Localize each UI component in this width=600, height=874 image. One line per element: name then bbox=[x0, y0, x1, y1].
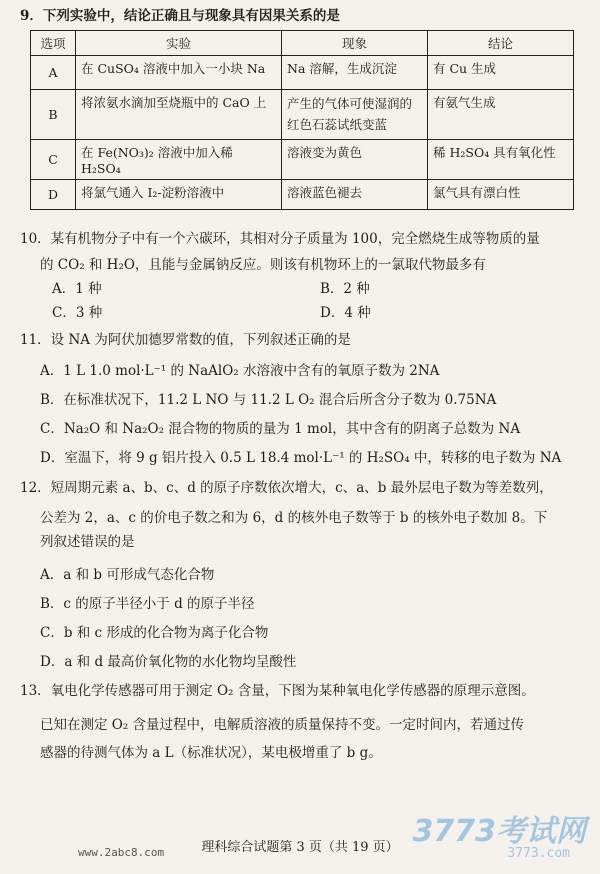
watermark-logo: 3773考试网 bbox=[412, 814, 586, 849]
q12-option-c: C．b 和 c 形成的化合物为离子化合物 bbox=[40, 625, 269, 641]
row-experiment: 在 Fe(NO₃)₂ 溶液中加入稀 H₂SO₄ bbox=[76, 140, 282, 180]
q12-line1: 12．短周期元素 a、b、c、d 的原子序数依次增大，c、a、b 最外层电子数为等差数列， bbox=[20, 480, 553, 496]
row-conclusion: 有氨气生成 bbox=[428, 90, 574, 140]
header-experiment: 实验 bbox=[76, 31, 282, 56]
q9-stem: 9．下列实验中，结论正确且与现象具有因果关系的是 bbox=[20, 8, 340, 24]
q10-option-a: A．1 种 bbox=[52, 281, 102, 297]
table-row bbox=[31, 180, 574, 210]
header-conclusion: 结论 bbox=[428, 31, 574, 56]
row-phenomenon: 产生的气体可使湿润的红色石蕊试纸变蓝 bbox=[282, 90, 428, 140]
q10-option-c: C．3 种 bbox=[52, 305, 103, 321]
table-row bbox=[31, 56, 574, 90]
q9-table bbox=[30, 30, 574, 210]
row-experiment: 将氯气通入 I₂-淀粉溶液中 bbox=[76, 180, 282, 210]
q12-line2: 公差为 2，a、c 的价电子数之和为 6，d 的核外电子数等于 b 的核外电子数加 8。下 bbox=[40, 510, 548, 526]
q11-stem: 11．设 NA 为阿伏加德罗常数的值，下列叙述正确的是 bbox=[20, 332, 351, 348]
q12-option-a: A．a 和 b 可形成气态化合物 bbox=[40, 567, 215, 583]
row-conclusion: 稀 H₂SO₄ 具有氧化性 bbox=[428, 140, 574, 180]
header-option: 选项 bbox=[31, 31, 76, 56]
page-footer: 理科综合试题第 3 页（共 19 页） bbox=[201, 840, 399, 855]
row-phenomenon: Na 溶解，生成沉淀 bbox=[282, 56, 428, 90]
row-conclusion: 氯气具有漂白性 bbox=[428, 180, 574, 210]
q11-option-c: C．Na₂O 和 Na₂O₂ 混合物的物质的量为 1 mol，其中含有的阴离子总数为 NA bbox=[40, 421, 521, 437]
row-option: D bbox=[31, 180, 76, 210]
q11-option-a: A．1 L 1.0 mol·L⁻¹ 的 NaAlO₂ 水溶液中含有的氧原子数为 2NA bbox=[40, 363, 440, 379]
row-option: B bbox=[31, 90, 76, 140]
q12-option-d: D．a 和 d 最高价氧化物的水化物均呈酸性 bbox=[40, 654, 297, 670]
q12-line3: 列叙述错误的是 bbox=[40, 534, 135, 550]
table-header-row bbox=[31, 31, 574, 56]
table-row bbox=[31, 90, 574, 140]
q10-option-d: D．4 种 bbox=[320, 305, 371, 321]
q10-option-b: B．2 种 bbox=[320, 281, 370, 297]
row-phenomenon: 溶液变为黄色 bbox=[282, 140, 428, 180]
q13-line1: 13．氧电化学传感器可用于测定 O₂ 含量，下图为某种氧电化学传感器的原理示意图。 bbox=[20, 683, 535, 699]
row-option: C bbox=[31, 140, 76, 180]
table-row bbox=[31, 140, 574, 180]
header-phenomenon: 现象 bbox=[282, 31, 428, 56]
row-experiment: 在 CuSO₄ 溶液中加入一小块 Na bbox=[76, 56, 282, 90]
q10-line2: 的 CO₂ 和 H₂O，且能与金属钠反应。则该有机物环上的一氯取代物最多有 bbox=[40, 257, 486, 273]
q13-line3: 感器的待测气体为 a L（标准状况），某电极增重了 b g。 bbox=[40, 745, 382, 761]
row-phenomenon: 溶液蓝色褪去 bbox=[282, 180, 428, 210]
row-conclusion: 有 Cu 生成 bbox=[428, 56, 574, 90]
q10-line1: 10．某有机物分子中有一个六碳环，其相对分子质量为 100，完全燃烧生成等物质的量 bbox=[20, 231, 540, 247]
row-option: A bbox=[31, 56, 76, 90]
row-experiment: 将浓氨水滴加至烧瓶中的 CaO 上 bbox=[76, 90, 282, 140]
watermark-url: 3773.com bbox=[507, 846, 570, 861]
watermark-left: www.2abc8.com bbox=[78, 846, 165, 859]
q12-option-b: B．c 的原子半径小于 d 的原子半径 bbox=[40, 596, 255, 612]
q13-line2: 已知在测定 O₂ 含量过程中，电解质溶液的质量保持不变。一定时间内，若通过传 bbox=[40, 717, 525, 733]
q11-option-d: D．室温下，将 9 g 铝片投入 0.5 L 18.4 mol·L⁻¹ 的 H₂SO₄ 中，转移的电子数为 NA bbox=[40, 450, 562, 466]
q11-option-b: B．在标准状况下，11.2 L NO 与 11.2 L O₂ 混合后所含分子数为 0.75NA bbox=[40, 392, 497, 408]
